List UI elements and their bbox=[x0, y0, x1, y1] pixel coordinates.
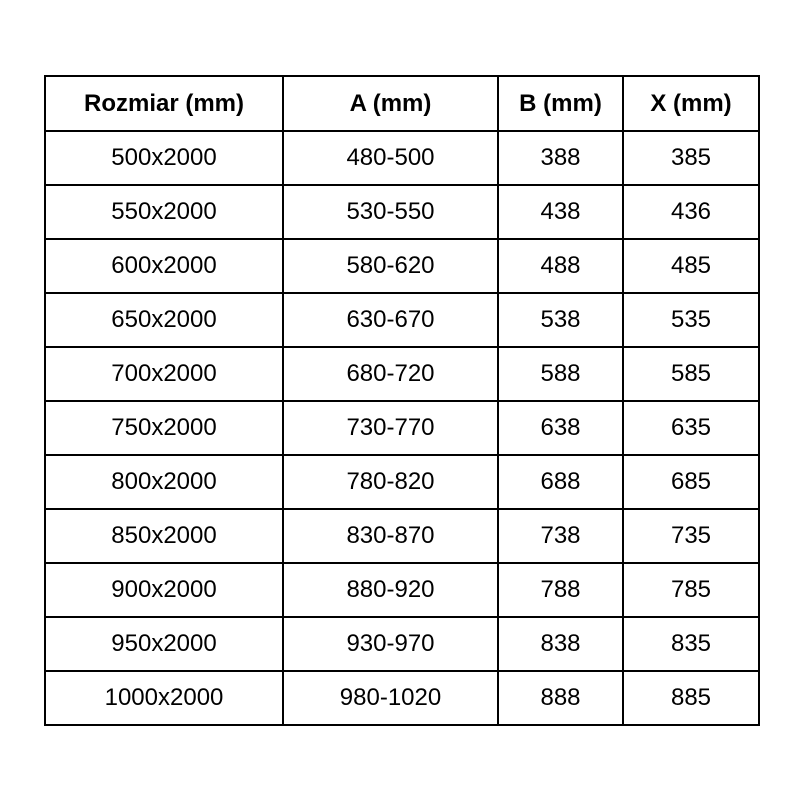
table-cell: 780-820 bbox=[283, 455, 498, 509]
table-cell: 700x2000 bbox=[45, 347, 283, 401]
table-cell: 900x2000 bbox=[45, 563, 283, 617]
table-cell: 930-970 bbox=[283, 617, 498, 671]
table-row bbox=[45, 347, 759, 401]
header-cell-a: A (mm) bbox=[283, 76, 498, 131]
table-cell: 835 bbox=[623, 617, 759, 671]
table-cell: 685 bbox=[623, 455, 759, 509]
table-cell: 788 bbox=[498, 563, 623, 617]
table-cell: 388 bbox=[498, 131, 623, 185]
table-row bbox=[45, 617, 759, 671]
table-cell: 950x2000 bbox=[45, 617, 283, 671]
table-cell: 738 bbox=[498, 509, 623, 563]
table-row bbox=[45, 293, 759, 347]
table-cell: 488 bbox=[498, 239, 623, 293]
table-row bbox=[45, 455, 759, 509]
size-table bbox=[44, 75, 760, 726]
table-body bbox=[45, 131, 759, 725]
table-cell: 980-1020 bbox=[283, 671, 498, 725]
table-row bbox=[45, 563, 759, 617]
table-cell: 485 bbox=[623, 239, 759, 293]
table-cell: 500x2000 bbox=[45, 131, 283, 185]
table-cell: 385 bbox=[623, 131, 759, 185]
table-cell: 600x2000 bbox=[45, 239, 283, 293]
table-cell: 785 bbox=[623, 563, 759, 617]
table-cell: 885 bbox=[623, 671, 759, 725]
table-cell: 530-550 bbox=[283, 185, 498, 239]
table-cell: 638 bbox=[498, 401, 623, 455]
table-cell: 436 bbox=[623, 185, 759, 239]
table-cell: 850x2000 bbox=[45, 509, 283, 563]
table-cell: 580-620 bbox=[283, 239, 498, 293]
table-cell: 635 bbox=[623, 401, 759, 455]
table-cell: 588 bbox=[498, 347, 623, 401]
table-cell: 538 bbox=[498, 293, 623, 347]
table-row bbox=[45, 509, 759, 563]
table-cell: 730-770 bbox=[283, 401, 498, 455]
table-cell: 650x2000 bbox=[45, 293, 283, 347]
table-row bbox=[45, 401, 759, 455]
table-cell: 585 bbox=[623, 347, 759, 401]
table-cell: 630-670 bbox=[283, 293, 498, 347]
table-cell: 888 bbox=[498, 671, 623, 725]
table-cell: 800x2000 bbox=[45, 455, 283, 509]
table-row bbox=[45, 671, 759, 725]
table-cell: 1000x2000 bbox=[45, 671, 283, 725]
table-row bbox=[45, 185, 759, 239]
table-cell: 680-720 bbox=[283, 347, 498, 401]
header-cell-rozmiar: Rozmiar (mm) bbox=[45, 76, 283, 131]
table-cell: 838 bbox=[498, 617, 623, 671]
size-table-container bbox=[44, 75, 760, 726]
table-cell: 880-920 bbox=[283, 563, 498, 617]
table-cell: 750x2000 bbox=[45, 401, 283, 455]
header-cell-x: X (mm) bbox=[623, 76, 759, 131]
table-header-row bbox=[45, 76, 759, 131]
table-cell: 535 bbox=[623, 293, 759, 347]
table-cell: 550x2000 bbox=[45, 185, 283, 239]
table-cell: 830-870 bbox=[283, 509, 498, 563]
table-cell: 480-500 bbox=[283, 131, 498, 185]
table-cell: 438 bbox=[498, 185, 623, 239]
table-cell: 688 bbox=[498, 455, 623, 509]
table-cell: 735 bbox=[623, 509, 759, 563]
table-row bbox=[45, 131, 759, 185]
table-row bbox=[45, 239, 759, 293]
header-cell-b: B (mm) bbox=[498, 76, 623, 131]
